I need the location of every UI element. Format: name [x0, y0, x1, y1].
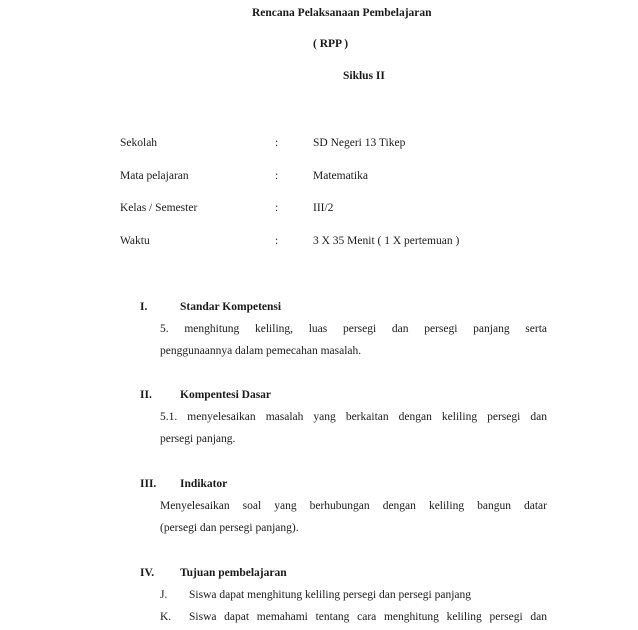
document-subtitle: ( RPP ): [313, 38, 349, 50]
section-text-line: Menyelesaikan soal yang berhubungan dengan keliling bangun datar: [160, 500, 547, 512]
list-text: Siswa dapat memahami tentang cara menghitung keliling persegi dan: [189, 611, 547, 623]
cycle-label: Siklus II: [343, 70, 385, 82]
list-marker: J.: [160, 589, 168, 601]
section-text-line: penggunaannya dalam pemecahan masalah.: [160, 345, 362, 357]
info-label: Mata pelajaran: [120, 170, 189, 182]
info-label: Kelas / Semester: [120, 202, 198, 214]
info-separator: :: [275, 137, 279, 149]
info-separator: :: [275, 202, 279, 214]
section-text-line: 5. menghitung keliling, luas persegi dan persegi panjang serta: [160, 323, 547, 335]
info-label: Waktu: [120, 235, 150, 247]
list-marker: K.: [160, 611, 172, 623]
info-label: Sekolah: [120, 137, 158, 149]
info-separator: :: [275, 235, 279, 247]
section-number: III.: [140, 478, 157, 490]
section-number: I.: [140, 301, 148, 313]
section-number: II.: [140, 389, 152, 401]
section-text-line: 5.1. menyelesaikan masalah yang berkaitan dengan keliling persegi dan: [160, 411, 547, 423]
section-title: Tujuan pembelajaran: [180, 567, 287, 579]
section-number: IV.: [140, 567, 155, 579]
info-value: III/2: [313, 202, 334, 214]
info-value: Matematika: [313, 170, 368, 182]
section-text-line: persegi panjang.: [160, 433, 236, 445]
info-value: SD Negeri 13 Tikep: [313, 137, 406, 149]
list-text: Siswa dapat menghitung keliling persegi dan persegi panjang: [189, 589, 472, 601]
info-separator: :: [275, 170, 279, 182]
section-text-line: (persegi dan persegi panjang).: [160, 522, 299, 534]
section-title: Indikator: [180, 478, 228, 490]
section-title: Kompentesi Dasar: [180, 389, 272, 401]
info-value: 3 X 35 Menit ( 1 X pertemuan ): [313, 235, 460, 247]
section-title: Standar Kompetensi: [180, 301, 282, 313]
document-title: Rencana Pelaksanaan Pembelajaran: [252, 7, 432, 19]
